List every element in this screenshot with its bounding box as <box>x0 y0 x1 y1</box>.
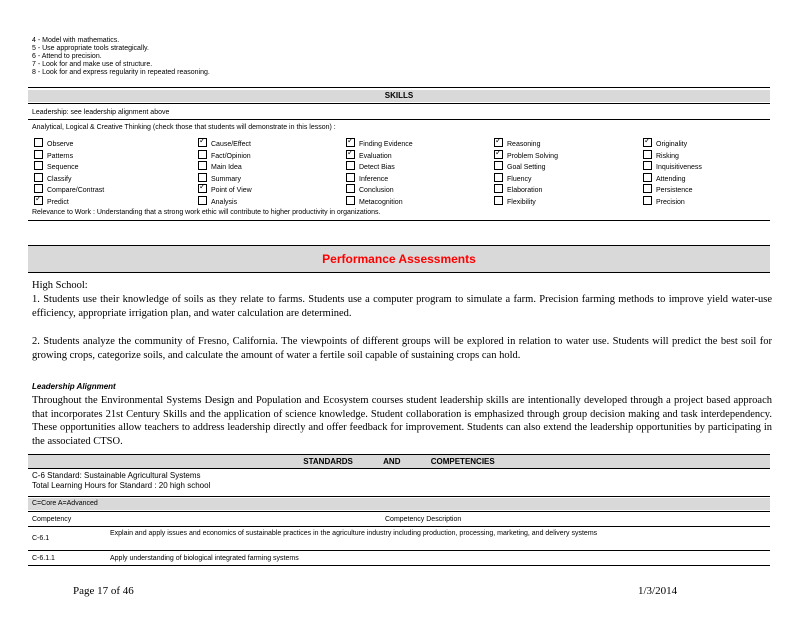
skill-item-predict[interactable] <box>34 196 104 208</box>
leadership-line: Leadership: see leadership alignment above <box>32 109 170 116</box>
skill-item-metacognition[interactable] <box>346 196 413 208</box>
standards-label: STANDARDS <box>303 457 353 466</box>
skill-label: Fact/Opinion <box>211 152 251 160</box>
skill-item-summary[interactable] <box>198 173 252 185</box>
checkbox-checked[interactable] <box>346 138 355 147</box>
skill-item-finding-evidence[interactable] <box>346 138 413 150</box>
competency-description: Explain and apply issues and economics of sustainable practices in the agriculture industry including production, processing, marketing, and delivery systems <box>110 530 598 537</box>
divider <box>28 511 770 512</box>
skill-label: Classify <box>47 175 72 183</box>
checkbox[interactable] <box>34 161 43 170</box>
performance-title: Performance Assessments <box>322 252 476 266</box>
divider <box>28 220 770 221</box>
skill-label: Summary <box>211 175 241 183</box>
skill-item-inquisitiveness[interactable] <box>643 161 702 173</box>
standard-hours: Total Learning Hours for Standard : 20 high school <box>32 481 211 490</box>
page-number: Page 17 of 46 <box>73 585 134 597</box>
checkbox-checked[interactable] <box>34 196 43 205</box>
skill-item-goal-setting[interactable] <box>494 161 558 173</box>
checkbox[interactable] <box>494 196 503 205</box>
skill-item-sequence[interactable] <box>34 161 104 173</box>
standards-list-item: 4 - Model with mathematics. <box>32 37 120 44</box>
and-label: AND <box>383 457 401 466</box>
skill-label: Metacognition <box>359 198 403 206</box>
skills-column-5 <box>643 138 702 207</box>
checkbox[interactable] <box>643 184 652 193</box>
skill-label: Elaboration <box>507 187 543 194</box>
competency-code: C-6.1.1 <box>32 555 55 562</box>
skill-item-problem-solving[interactable] <box>494 150 558 162</box>
skill-label: Cause/Effect <box>211 141 251 148</box>
checkbox-checked[interactable] <box>198 138 207 147</box>
core-line: C=Core A=Advanced <box>28 498 770 510</box>
skill-label: Flexibility <box>507 198 536 206</box>
footer-date: 1/3/2014 <box>638 585 678 597</box>
skill-label: Fluency <box>507 175 532 183</box>
skills-column-4 <box>494 138 558 207</box>
relevance-line: Relevance to Work : Understanding that a strong work ethic will contribute to higher productivity in organizations. <box>32 209 381 216</box>
skill-label: Sequence <box>47 164 79 171</box>
skill-label: Detect Bias <box>359 164 395 171</box>
skill-label: Evaluation <box>359 152 392 160</box>
skills-column-3 <box>346 138 413 207</box>
checkbox[interactable] <box>198 196 207 205</box>
checkbox[interactable] <box>494 184 503 193</box>
skill-item-classify[interactable] <box>34 173 104 185</box>
checkbox-checked[interactable] <box>494 150 503 159</box>
skill-label: Observe <box>47 141 74 148</box>
skill-label: Persistence <box>656 187 693 194</box>
skill-label: Originality <box>656 141 688 148</box>
checkbox-checked[interactable] <box>346 150 355 159</box>
standards-list-item: 6 - Attend to precision. <box>32 53 102 60</box>
performance-item-1: 1. Students use their knowledge of soils as they relate to farms. Students use a computer program to simulate a farm. Precision farming methods to improve yield water-use efficiency, appropriate irrigation plan, and water calculation are determined. <box>32 294 772 319</box>
checkbox[interactable] <box>34 150 43 159</box>
skill-item-inference[interactable] <box>346 173 413 185</box>
skill-item-attending[interactable] <box>643 173 702 185</box>
skill-item-analysis[interactable] <box>198 196 252 208</box>
skill-item-elaboration[interactable] <box>494 184 558 196</box>
competency-header-right: Competency Description <box>385 516 462 523</box>
skill-label: Reasoning <box>507 141 541 148</box>
skill-label: Finding Evidence <box>359 141 413 148</box>
skills-header-label: SKILLS <box>384 91 414 100</box>
performance-level: High School: <box>32 280 88 291</box>
skill-label: Risking <box>656 152 679 160</box>
checkbox[interactable] <box>643 150 652 159</box>
skill-label: Precision <box>656 198 685 206</box>
skill-label: Predict <box>47 198 69 206</box>
checkbox[interactable] <box>643 173 652 182</box>
checkbox[interactable] <box>198 161 207 170</box>
skill-item-observe[interactable] <box>34 138 104 150</box>
checkbox[interactable] <box>346 173 355 182</box>
checkbox-checked[interactable] <box>198 184 207 193</box>
skill-item-precision[interactable] <box>643 196 702 208</box>
skill-item-conclusion[interactable] <box>346 184 413 196</box>
skills-column-1 <box>34 138 104 207</box>
checkbox[interactable] <box>643 161 652 170</box>
skill-label: Attending <box>656 175 686 183</box>
skill-item-originality[interactable] <box>643 138 702 150</box>
leadership-heading: Leadership Alignment <box>32 382 116 391</box>
skill-label: Point of View <box>211 187 252 194</box>
checkbox[interactable] <box>34 138 43 147</box>
divider <box>28 526 770 527</box>
skill-label: Analysis <box>211 198 238 206</box>
standards-list-item: 8 - Look for and express regularity in repeated reasoning. <box>32 69 210 76</box>
skill-item-detect-bias[interactable] <box>346 161 413 173</box>
skill-label: Patterns <box>47 152 74 160</box>
analytical-line: Analytical, Logical & Creative Thinking (check those that students will demonstrate in this lesson) : <box>32 124 336 131</box>
checkbox[interactable] <box>34 173 43 182</box>
skill-item-cause-effect[interactable] <box>198 138 252 150</box>
competencies-label: COMPETENCIES <box>430 457 495 466</box>
standards-list <box>32 37 210 77</box>
divider <box>28 103 770 104</box>
competency-header-left: Competency <box>32 516 72 523</box>
skills-column-2 <box>198 138 252 207</box>
checkbox[interactable] <box>34 184 43 193</box>
checkbox[interactable] <box>198 150 207 159</box>
competency-code: C-6.1 <box>32 535 50 542</box>
performance-header <box>28 245 770 273</box>
skill-label: Problem Solving <box>507 152 558 160</box>
skill-item-fact-opinion[interactable] <box>198 150 252 162</box>
divider <box>28 119 770 120</box>
skill-item-evaluation[interactable] <box>346 150 413 162</box>
skill-item-flexibility[interactable] <box>494 196 558 208</box>
competency-description: Apply understanding of biological integrated farming systems <box>110 555 299 562</box>
skill-label: Inquisitiveness <box>656 164 702 171</box>
standards-list-item: 5 - Use appropriate tools strategically. <box>32 45 149 52</box>
skills-header <box>28 90 770 102</box>
checkbox[interactable] <box>494 173 503 182</box>
checkbox-checked[interactable] <box>494 138 503 147</box>
skill-label: Compare/Contrast <box>47 187 105 194</box>
skill-item-fluency[interactable] <box>494 173 558 185</box>
divider <box>28 496 770 497</box>
skill-item-reasoning[interactable] <box>494 138 558 150</box>
checkbox[interactable] <box>494 161 503 170</box>
divider <box>28 87 770 88</box>
divider <box>28 550 770 551</box>
skill-label: Conclusion <box>359 187 394 194</box>
checkbox-checked[interactable] <box>643 138 652 147</box>
leadership-text: Throughout the Environmental Systems Design and Population and Ecosystem courses student leadership skills are intentionally developed through a project based approach that incorporates 21st Century Skills and the application of science knowledge. Student collaboration is emphasized through group decision making and task interdependency. These opportunities allow teachers to address leadership directly and offer feedback for improvement. Students can also extend the leadership opportunities by participating in the associated CTSO. <box>32 395 772 447</box>
standards-header <box>28 454 770 469</box>
skill-label: Goal Setting <box>507 164 546 171</box>
skill-item-compare-contrast[interactable] <box>34 184 104 196</box>
skill-item-point-of-view[interactable] <box>198 184 252 196</box>
standard-row <box>32 471 210 491</box>
skill-item-risking[interactable] <box>643 150 702 162</box>
skill-label: Main Idea <box>211 164 242 171</box>
checkbox[interactable] <box>643 196 652 205</box>
skill-item-persistence[interactable] <box>643 184 702 196</box>
checkbox[interactable] <box>198 173 207 182</box>
skill-label: Inference <box>359 175 389 183</box>
checkbox[interactable] <box>346 161 355 170</box>
skill-item-patterns[interactable] <box>34 150 104 162</box>
skill-item-main-idea[interactable] <box>198 161 252 173</box>
standards-list-item: 7 - Look for and make use of structure. <box>32 61 153 68</box>
standard-title: C-6 Standard: Sustainable Agricultural Systems <box>32 471 201 480</box>
performance-item-2: 2. Students analyze the community of Fresno, California. The viewpoints of different groups will be explored in relation to water use. Students will predict the best soil for growing crops, categorize soils, and calculate the amount of water a fertile soil capable of sustaining crops can hold. <box>32 336 772 361</box>
divider <box>28 565 770 566</box>
checkbox[interactable] <box>346 184 355 193</box>
checkbox[interactable] <box>346 196 355 205</box>
